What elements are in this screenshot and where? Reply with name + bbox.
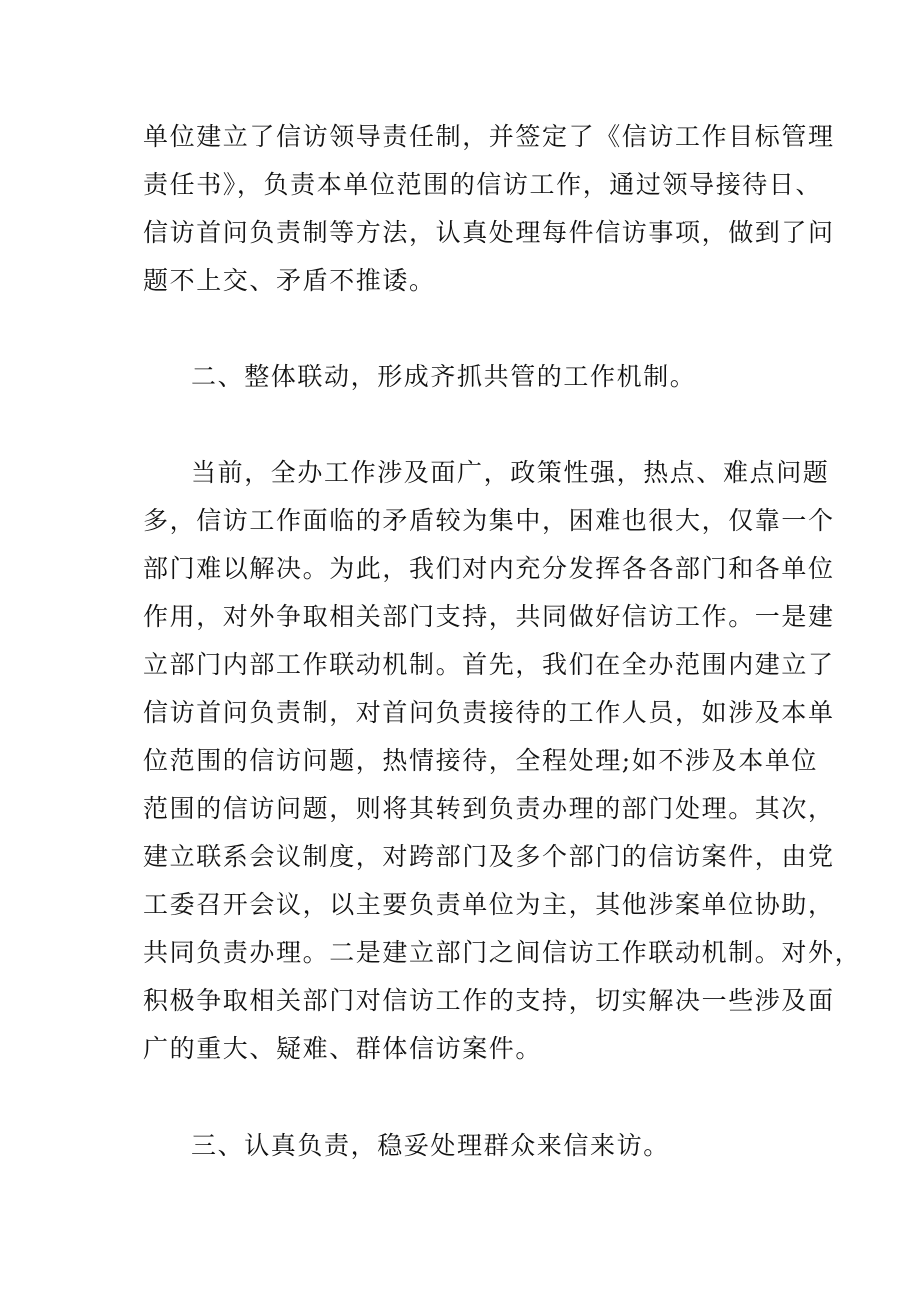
text-line: 题不上交、矛盾不推诿。: [143, 266, 436, 295]
text-line: 当前，全办工作涉及面广，政策性强，热点、难点问题: [191, 458, 830, 487]
section-heading-3: 三、认真负责，稳妥处理群众来信来访。: [191, 1131, 670, 1160]
text-line: 信访首问负责制，对首问负责接待的工作人员，如涉及本单: [143, 698, 835, 727]
text-line: 共同负责办理。二是建立部门之间信访工作联动机制。对外，: [143, 938, 862, 967]
text-line: 立部门内部工作联动机制。首先，我们在全办范围内建立了: [143, 650, 835, 679]
text-line: 工委召开会议，以主要负责单位为主，其他涉案单位协助，: [143, 890, 835, 919]
text-line: 位范围的信访问题，热情接待，全程处理;如不涉及本单位: [143, 746, 819, 775]
text-line: 单位建立了信访领导责任制，并签定了《信访工作目标管理: [143, 122, 835, 151]
text-line: 多，信访工作面临的矛盾较为集中，困难也很大，仅靠一个: [143, 506, 835, 535]
text-line: 广的重大、疑难、群体信访案件。: [143, 1034, 543, 1063]
text-line: 范围的信访问题，则将其转到负责办理的部门处理。其次，: [143, 794, 835, 823]
text-line: 部门难以解决。为此，我们对内充分发挥各各部门和各单位: [143, 554, 835, 583]
text-line: 信访首问负责制等方法，认真处理每件信访事项，做到了问: [143, 218, 835, 247]
section-heading-2: 二、整体联动，形成齐抓共管的工作机制。: [191, 362, 697, 391]
text-line: 作用，对外争取相关部门支持，共同做好信访工作。一是建: [143, 602, 835, 631]
text-line: 建立联系会议制度，对跨部门及多个部门的信访案件，由党: [143, 842, 835, 871]
text-line: 积极争取相关部门对信访工作的支持，切实解决一些涉及面: [143, 986, 835, 1015]
text-line: 责任书》，负责本单位范围的信访工作，通过领导接待日、: [143, 170, 823, 199]
